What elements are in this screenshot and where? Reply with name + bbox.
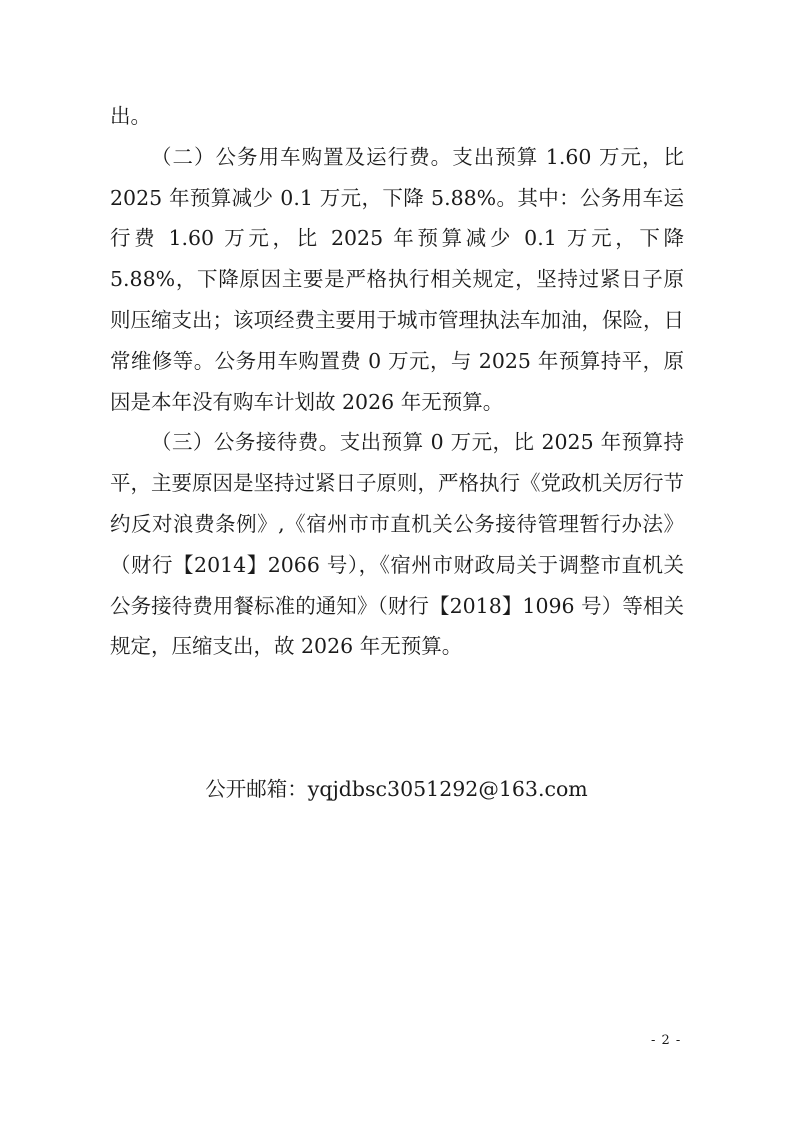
vehicle-expense-paragraph bbox=[110, 137, 684, 423]
vehicle-expense-heading: （二）公务用车购置及运行费。 bbox=[151, 144, 453, 169]
continuation-text: 出。 bbox=[110, 104, 151, 128]
body-text bbox=[110, 96, 684, 667]
reception-expense-heading: （三）公务接待费。 bbox=[151, 430, 340, 455]
reception-expense-body: 支出预算 0 万元，比 2025 年预算持平，主要原因是坚持过紧日子原则，严格执行《党政机关厉行节约反对浪费条例》,《宿州市市直机关公务接待管理暂行办法》（财行【2014】2066 号），《宿州市财政局关于调整市直机关公务接待费用餐标准的通知》（财行【2018】1096 号）等相关规定，压缩支出，故 2026 年无预算。 bbox=[110, 430, 685, 659]
continuation-paragraph bbox=[110, 96, 684, 137]
public-email-address[interactable]: yqjdbsc3051292@163.com bbox=[307, 777, 588, 801]
public-email-line bbox=[0, 773, 793, 805]
vehicle-expense-body: 支出预算 1.60 万元，比 2025 年预算减少 0.1 万元，下降 5.88%。其中：公务用车运行费 1.60 万元，比 2025 年预算减少 0.1 万元，下降 5.88%，下降原因主要是严格执行相关规定，坚持过紧日子原则压缩支出；该项经费主要用于城市管理执法车加油，保险，日常维修等。公务用车购置费 0 万元，与 2025 年预算持平，原因是本年没有购车计划故 2026 年无预算。 bbox=[110, 144, 685, 414]
public-email-label: 公开邮箱： bbox=[205, 777, 308, 801]
reception-expense-paragraph bbox=[110, 422, 684, 667]
page-number: - 2 - bbox=[651, 1033, 682, 1048]
